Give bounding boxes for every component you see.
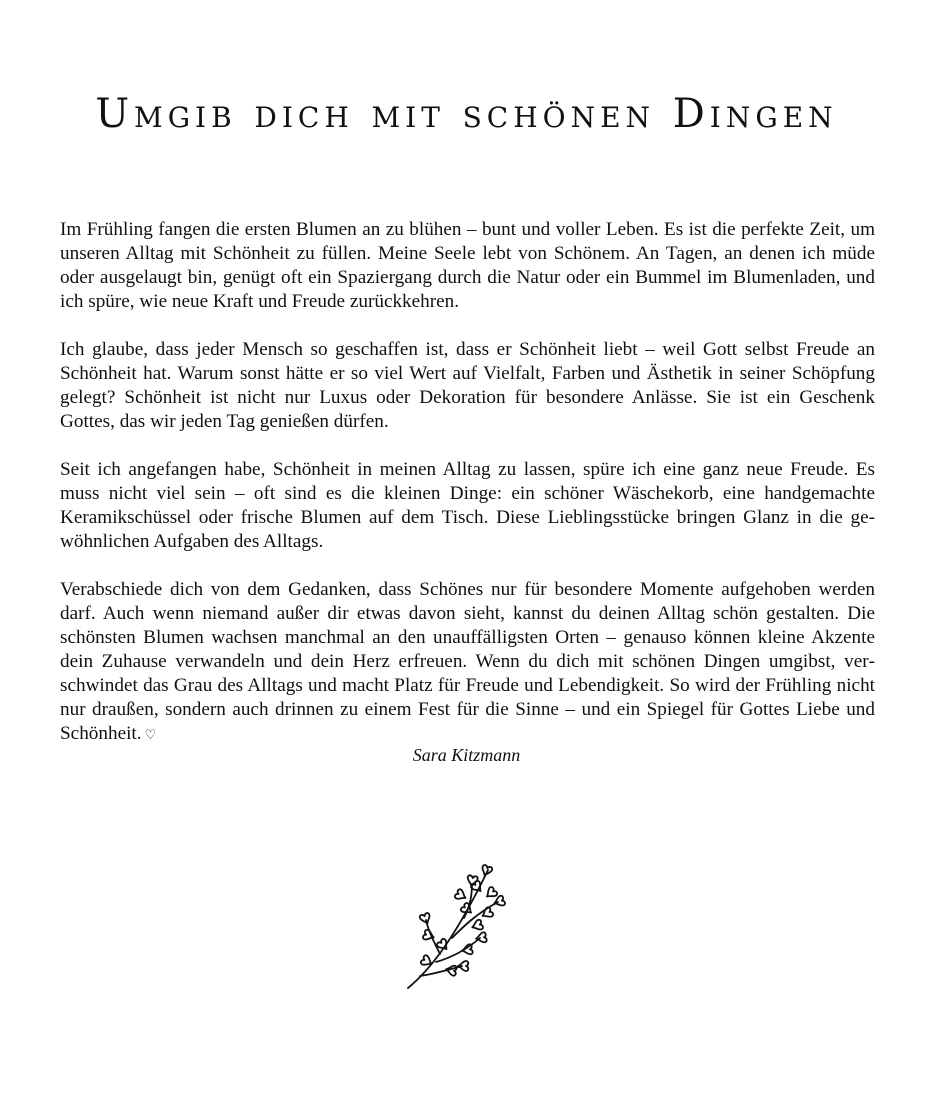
paragraph-3: Seit ich angefangen habe, Schönheit in meinen Alltag zu lassen, spüre ich eine ganz neue Freude. Es muss nicht viel sein – oft sind es die kleinen Dinge: ein schöner Wäschekorb, eine handgemachte Keramikschüssel oder frische Blumen auf dem Tisch. Diese Lieblingsstücke bringen Glanz in die gewöhnlichen Aufgaben des Alltags. bbox=[60, 459, 875, 552]
paragraph-4-text: Verabschiede dich von dem Gedanken, dass Schönes nur für besondere Momente aufgehoben werden darf. Auch wenn niemand außer dir etwas davon sieht, kannst du deinen Alltag schön gestalten. Die schönsten Blumen wachsen manchmal an den unauffälligsten Orten – genauso können kleine Akzente dein Zuhause verwandeln und dein Herz erfreuen. Wenn du dich mit schönen Dingen umgibst, verschwindet das Grau des Alltags und macht Platz für Freude und Lebendigkeit. So wird der Frühling nicht nur draußen, sondern auch drinnen zu einem Fest für die Sinne – und ein Spiegel für Gottes Liebe und Schönheit. bbox=[60, 579, 875, 744]
paragraph-2: Ich glaube, dass jeder Mensch so geschaffen ist, dass er Schönheit liebt – weil Gott selbst Freude an Schönheit hat. Warum sonst hätte er so viel Wert auf Vielfalt, Farben und Ästhetik in seiner Schöpfung gelegt? Schönheit ist nicht nur Luxus oder Dekoration für besondere Anlässe. Sie ist ein Geschenk Gottes, das wir jeden Tag genießen dürfen. bbox=[60, 339, 875, 432]
paragraph-1: Im Frühling fangen die ersten Blumen an zu blühen – bunt und voller Leben. Es ist die perfekte Zeit, um unseren Alltag mit Schönheit zu füllen. Meine Seele lebt von Schönem. An Tagen, an denen ich müde oder ausgelaugt bin, genügt oft ein Spaziergang durch die Natur oder ein Bummel im Blumenladen, und ich spüre, wie neue Kraft und Freude zurückkehren. bbox=[60, 219, 875, 312]
article-body bbox=[60, 218, 875, 771]
author-signature: Sara Kitzmann bbox=[412, 745, 521, 765]
heart-sprig-icon bbox=[400, 858, 510, 993]
paragraph-4 bbox=[60, 578, 875, 747]
page-title: Umgib dich mit schönen Dingen bbox=[95, 91, 838, 137]
heart-icon: ♡ bbox=[144, 727, 157, 742]
